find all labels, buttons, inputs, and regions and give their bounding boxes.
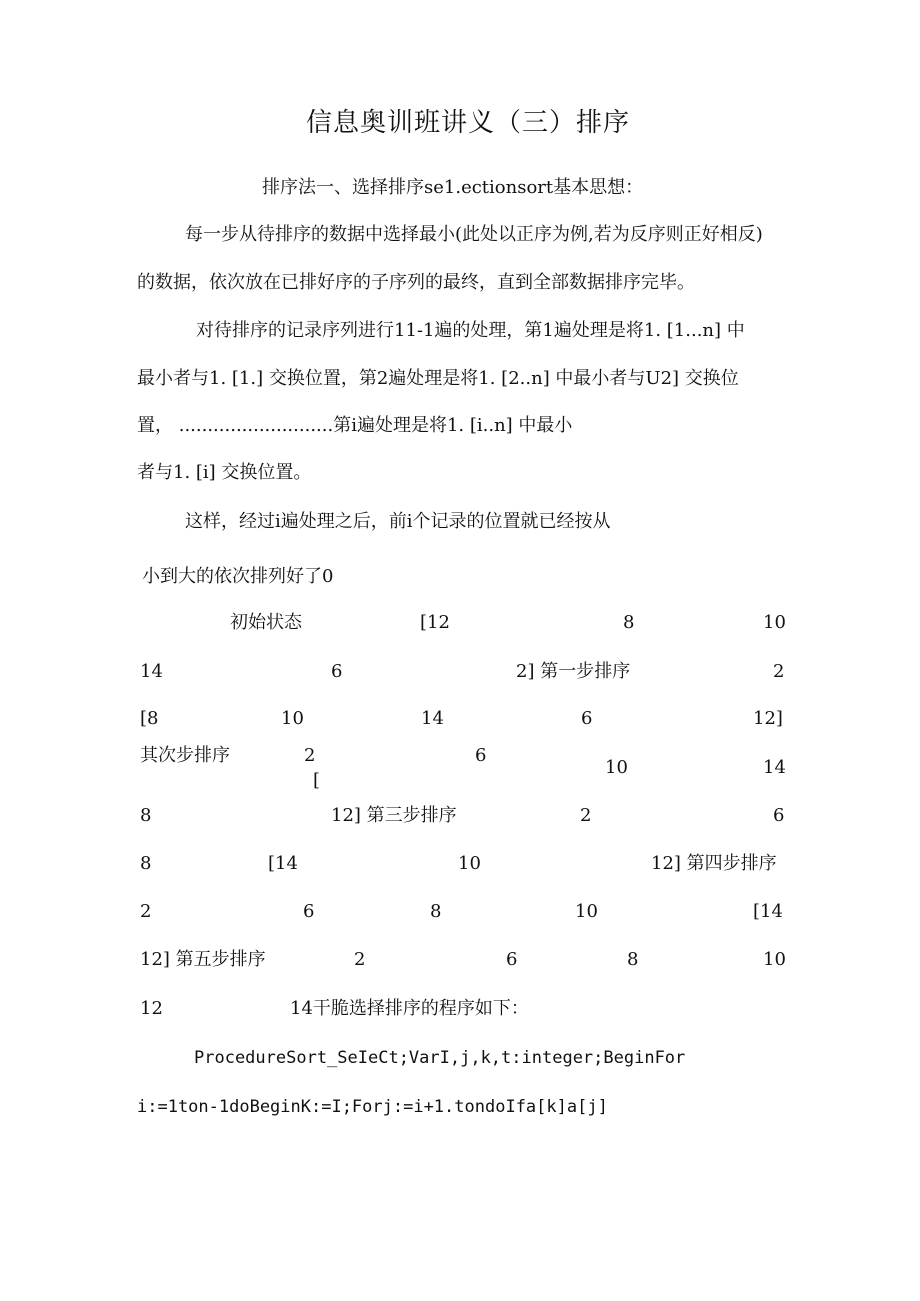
code-line-2: i:=1ton-1doBeginK:=I;Forj:=i+1.tondoIfa[k]a[j] <box>137 1097 608 1117</box>
step-cell: 12] 第五步排序 <box>140 949 266 970</box>
step-cell: 8 <box>140 805 152 826</box>
step-cell: 12 <box>140 998 163 1019</box>
para2-line3: 置， ...........................第i遍处理是将1. [i..n] 中最小 <box>137 415 573 436</box>
step-cell: 8 <box>140 853 152 874</box>
step-cell: 14干脆选择排序的程序如下： <box>290 998 529 1019</box>
step-cell: [ <box>313 770 321 791</box>
step-cell: 8 <box>623 612 635 633</box>
step-cell: [14 <box>268 853 298 874</box>
code-line-1: ProcedureSort_SeIeCt;VarI,j,k,t:integer;BeginFor <box>194 1048 686 1068</box>
para3-line2: 小到大的依次排列好了0 <box>142 566 334 587</box>
step-cell: 2] 第一步排序 <box>516 661 631 682</box>
step-cell: 2 <box>304 745 316 766</box>
step-cell: 6 <box>303 901 315 922</box>
step-cell: 其次步排序 <box>140 745 230 766</box>
step-cell: 2 <box>354 949 366 970</box>
step-cell: 14 <box>763 757 786 778</box>
step-cell: [12 <box>420 612 450 633</box>
para2-line2: 最小者与1. [1.] 交换位置，第2遍处理是将1. [2..n] 中最小者与U2] 交换位 <box>137 368 739 389</box>
step-cell: [14 <box>753 901 783 922</box>
step-cell: 10 <box>575 901 598 922</box>
section-heading: 排序法一、选择排序se1.ectionsort基本思想： <box>262 177 644 198</box>
step-cell: 2 <box>773 661 785 682</box>
step-cell: 10 <box>763 949 786 970</box>
para2-line1: 对待排序的记录序列进行11-1遍的处理，第1遍处理是将1. [1...n] 中 <box>196 320 745 341</box>
para3-line1: 这样，经过i遍处理之后，前i个记录的位置就已经按从 <box>185 511 611 532</box>
step-cell: 6 <box>475 745 487 766</box>
step-cell: 12] <box>753 708 783 729</box>
step-cell: 14 <box>140 661 163 682</box>
step-cell: 6 <box>331 661 343 682</box>
step-cell: [8 <box>140 708 159 729</box>
step-cell: 12] 第三步排序 <box>331 805 457 826</box>
step-cell: 10 <box>458 853 481 874</box>
step-cell: 10 <box>281 708 304 729</box>
step-cell: 6 <box>581 708 593 729</box>
step-cell: 6 <box>773 805 785 826</box>
step-cell: 10 <box>763 612 786 633</box>
para2-line4: 者与1. [i] 交换位置。 <box>137 462 312 483</box>
step-cell: 6 <box>506 949 518 970</box>
step-cell: 8 <box>430 901 442 922</box>
step-cell: 2 <box>140 901 152 922</box>
step-cell: 14 <box>421 708 444 729</box>
step-cell: 12] 第四步排序 <box>651 853 777 874</box>
para1-line1: 每一步从待排序的数据中选择最小(此处以正序为例,若为反序则正好相反) <box>185 224 763 245</box>
step-cell: 初始状态 <box>230 612 302 633</box>
page-title: 信息奥训班讲义（三）排序 <box>306 108 631 138</box>
step-cell: 2 <box>580 805 592 826</box>
step-cell: 10 <box>605 757 628 778</box>
para1-line2: 的数据，依次放在已排好序的子序列的最终，直到全部数据排序完毕。 <box>137 272 695 293</box>
step-cell: 8 <box>627 949 639 970</box>
